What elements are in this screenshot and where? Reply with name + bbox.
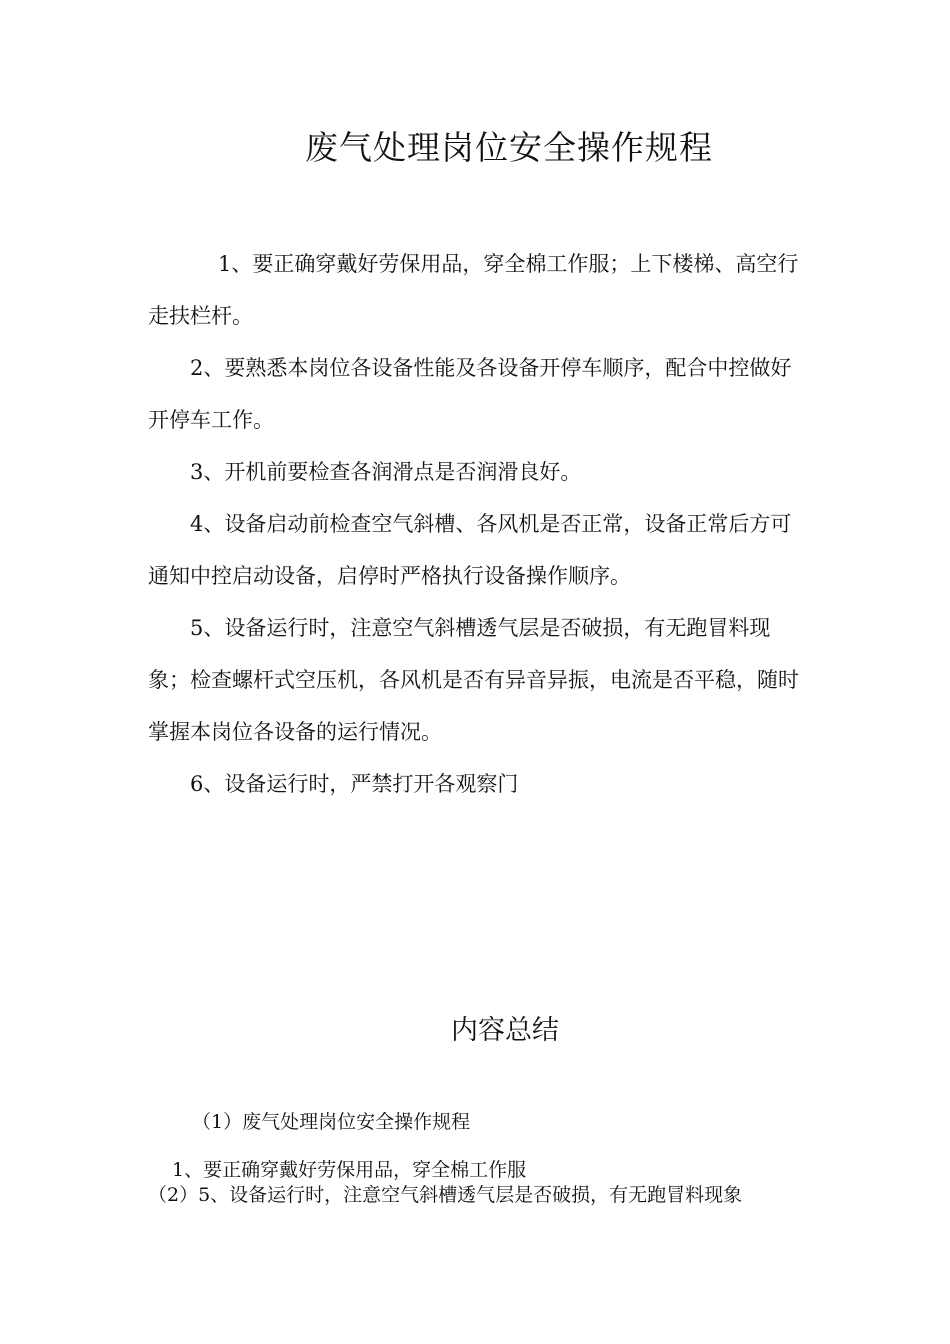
document-title: 废气处理岗位安全操作规程 [305, 128, 713, 167]
summary-item-3: （2）5、设备运行时，注意空气斜槽透气层是否破损，有无跑冒料现象 [148, 1184, 743, 1206]
paragraph-6: 6、设备运行时，严禁打开各观察门 [190, 772, 519, 796]
paragraph-5: 5、设备运行时，注意空气斜槽透气层是否破损，有无跑冒料现象；检查螺杆式空压机，各风机是否有异音异振，电流是否平稳，随时掌握本岗位各设备的运行情况。 [148, 616, 799, 744]
paragraph-2: 2、要熟悉本岗位各设备性能及各设备开停车顺序，配合中控做好开停车工作。 [148, 356, 792, 432]
paragraph-1: 1、要正确穿戴好劳保用品，穿全棉工作服；上下楼梯、高空行走扶栏杆。 [148, 252, 799, 328]
paragraph-4: 4、设备启动前检查空气斜槽、各风机是否正常，设备正常后方可通知中控启动设备，启停时严格执行设备操作顺序。 [148, 512, 792, 588]
paragraph-3: 3、开机前要检查各润滑点是否润滑良好。 [190, 460, 582, 484]
summary-item-2: 1、要正确穿戴好劳保用品，穿全棉工作服 [172, 1159, 527, 1181]
summary-item-1: （1）废气处理岗位安全操作规程 [192, 1111, 471, 1133]
document-body [148, 238, 808, 810]
summary-heading: 内容总结 [451, 1015, 559, 1046]
